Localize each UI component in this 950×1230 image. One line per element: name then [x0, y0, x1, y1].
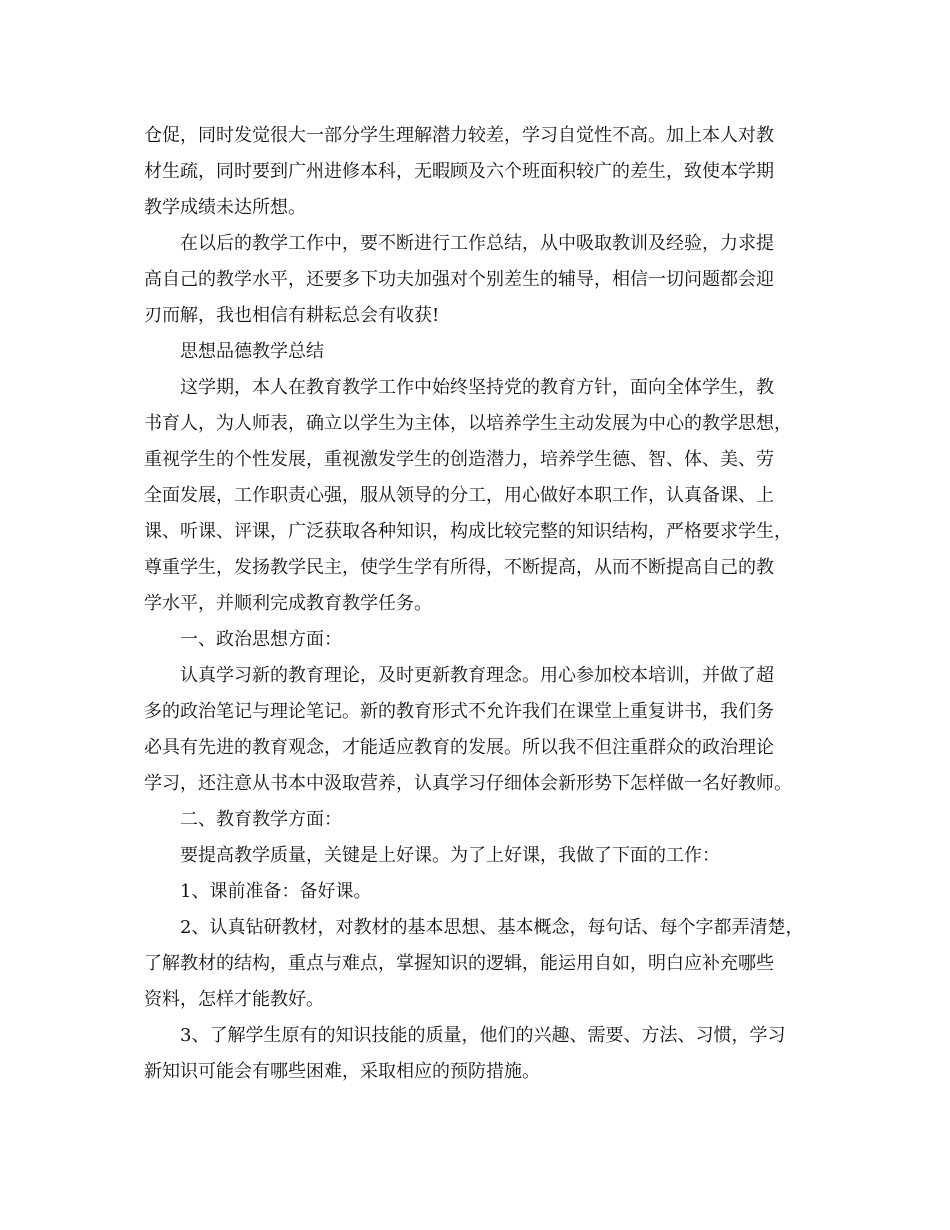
- text-line: 认真学习新的教育理论，及时更新教育理念。用心参加校本培训，并做了超: [180, 665, 774, 686]
- text-line: 多的政治笔记与理论笔记。新的教育形式不允许我们在课堂上重复讲书，我们务: [144, 701, 774, 722]
- text-line: 在以后的教学工作中，要不断进行工作总结，从中吸取教训及经验，力求提: [180, 233, 774, 254]
- text-line: 思想品德教学总结: [180, 341, 324, 362]
- document-body: [144, 118, 824, 1090]
- text-line: 书育人，为人师表，确立以学生为主体，以培养学生主动发展为中心的教学思想，: [144, 413, 792, 434]
- text-line: 刃而解，我也相信有耕耘总会有收获!: [144, 305, 440, 326]
- text-line: 3、了解学生原有的知识技能的质量，他们的兴趣、需要、方法、习惯，学习: [180, 1025, 786, 1046]
- text-line: 学水平，并顺利完成教育教学任务。: [144, 593, 432, 614]
- text-line: 学习，还注意从书本中汲取营养，认真学习仔细体会新形势下怎样做一名好教师。: [144, 773, 792, 794]
- text-line: 尊重学生，发扬教学民主，使学生学有所得，不断提高，从而不断提高自己的教: [144, 557, 774, 578]
- text-line: 一、政治思想方面：: [180, 629, 342, 650]
- text-line: 仓促，同时发觉很大一部分学生理解潜力较差，学习自觉性不高。加上本人对教: [144, 125, 774, 146]
- text-line: 教学成绩未达所想。: [144, 197, 306, 218]
- text-line: 了解教材的结构，重点与难点，掌握知识的逻辑，能运用自如，明白应补充哪些: [144, 953, 774, 974]
- text-line: 高自己的教学水平，还要多下功夫加强对个别差生的辅导，相信一切问题都会迎: [144, 269, 774, 290]
- text-line: 材生疏，同时要到广州进修本科，无暇顾及六个班面积较广的差生，致使本学期: [144, 161, 774, 182]
- text-line: 新知识可能会有哪些困难，采取相应的预防措施。: [144, 1061, 540, 1082]
- text-line: 二、教育教学方面：: [180, 809, 342, 830]
- text-line: 要提高教学质量，关键是上好课。为了上好课，我做了下面的工作：: [180, 845, 720, 866]
- text-line: 2、认真钻研教材，对教材的基本思想、基本概念，每句话、每个字都弄清楚，: [180, 917, 804, 938]
- text-line: 1、课前准备：备好课。: [180, 881, 372, 902]
- text-line: 重视学生的个性发展，重视激发学生的创造潜力，培养学生德、智、体、美、劳: [144, 449, 774, 470]
- text-line: 全面发展，工作职责心强，服从领导的分工，用心做好本职工作，认真备课、上: [144, 485, 774, 506]
- text-line: 课、听课、评课，广泛获取各种知识，构成比较完整的知识结构，严格要求学生，: [144, 521, 792, 542]
- text-line: 资料，怎样才能教好。: [144, 989, 324, 1010]
- text-line: 必具有先进的教育观念，才能适应教育的发展。所以我不但注重群众的政治理论: [144, 737, 774, 758]
- text-line: 这学期，本人在教育教学工作中始终坚持党的教育方针，面向全体学生，教: [180, 377, 774, 398]
